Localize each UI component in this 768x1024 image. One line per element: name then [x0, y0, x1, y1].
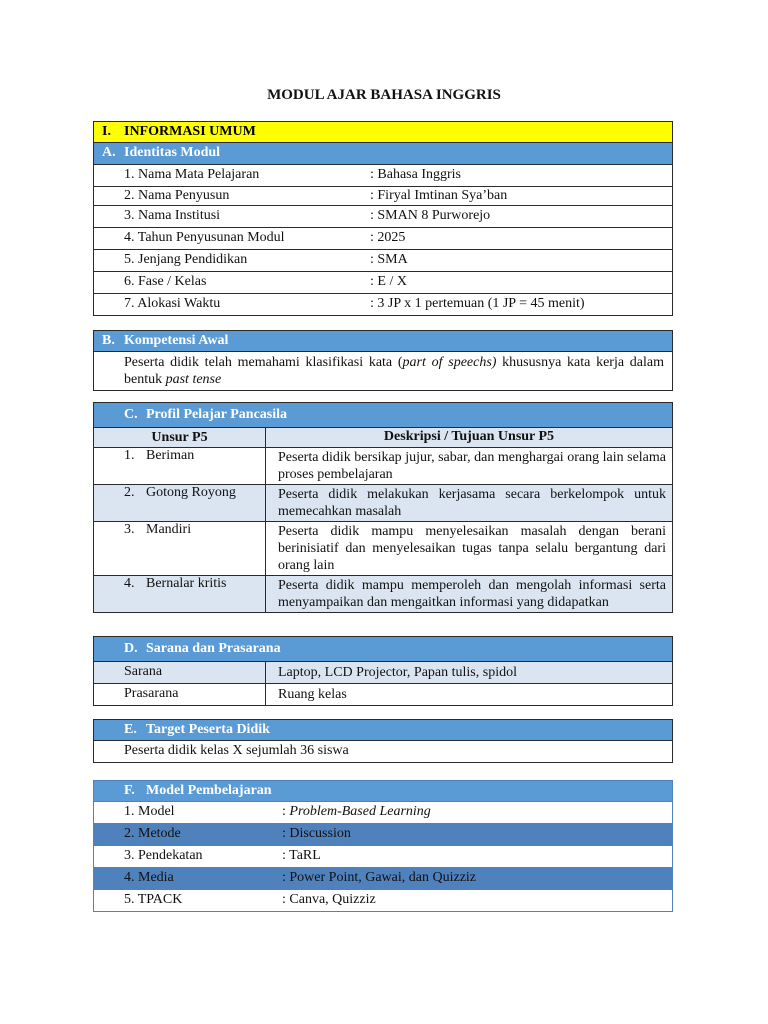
- table-row: [93, 272, 673, 294]
- row-number: 1.: [124, 448, 135, 463]
- value-text: TaRL: [289, 848, 321, 863]
- model-pembelajaran-table: [93, 780, 673, 912]
- value-text: Discussion: [289, 826, 351, 841]
- row-value: : 3 JP x 1 pertemuan (1 JP = 45 menit): [370, 296, 585, 311]
- table-row: [93, 522, 673, 576]
- section-number: E.: [124, 722, 137, 737]
- table-row: [93, 206, 673, 228]
- row-key: 5. TPACK: [124, 892, 183, 907]
- table-row: [93, 846, 673, 868]
- table-row: [93, 187, 673, 206]
- deskripsi-cell: Peserta didik mampu menyelesaikan masalah dengan berani berinisiatif dan menyelesaikan tugas tanpa selalu bergantung dari orang lain: [278, 524, 666, 573]
- document-title: MODUL AJAR BAHASA INGGRIS: [267, 87, 501, 103]
- value-prefix: :: [282, 804, 290, 819]
- section-number: F.: [124, 783, 135, 798]
- row-value: : Bahasa Inggris: [370, 167, 461, 182]
- row-number: 3.: [124, 522, 135, 537]
- table-row: [93, 250, 673, 272]
- section-label: Target Peserta Didik: [146, 722, 270, 737]
- section-target-peserta: [93, 719, 673, 741]
- table-row: [93, 824, 673, 846]
- sarana-prasarana-table: [93, 636, 673, 706]
- table-header-row: [93, 428, 673, 448]
- row-key: 1. Model: [124, 804, 175, 819]
- identitas-modul-table: [93, 121, 673, 316]
- profil-pelajar-table: [93, 402, 673, 613]
- table-row: [93, 576, 673, 613]
- row-key: 2. Metode: [124, 826, 181, 841]
- row-value: : SMA: [370, 252, 408, 267]
- row-value: : 2025: [370, 230, 406, 245]
- unsur-label: Beriman: [146, 448, 195, 463]
- table-row: [93, 662, 673, 684]
- column-header-unsur: Unsur P5: [94, 428, 266, 447]
- section-label: Kompetensi Awal: [124, 333, 229, 348]
- value-italic: Problem-Based Learning: [289, 804, 431, 819]
- row-key: 4. Media: [124, 870, 174, 885]
- text-segment-italic: part of speechs): [402, 355, 497, 370]
- table-row: [93, 165, 673, 187]
- table-row: [93, 485, 673, 522]
- deskripsi-cell: Peserta didik mampu memperoleh dan mengolah informasi serta menyampaikan dan mengaitkan informasi yang didapatkan: [278, 578, 666, 610]
- row-value: [282, 868, 476, 888]
- row-value: : E / X: [370, 274, 407, 289]
- section-label: Identitas Modul: [124, 145, 221, 160]
- value-text: Canva, Quizziz: [289, 892, 376, 907]
- section-number: D.: [124, 641, 138, 656]
- value-prefix: :: [282, 870, 290, 885]
- table-row: [93, 802, 673, 824]
- section-model-pembelajaran: [93, 780, 673, 802]
- value-prefix: :: [282, 892, 290, 907]
- row-value: : SMAN 8 Purworejo: [370, 208, 491, 223]
- table-row: [93, 448, 673, 485]
- row-number: 4.: [124, 576, 135, 591]
- target-peserta-table: [93, 719, 673, 763]
- section-number: C.: [124, 407, 138, 422]
- row-key: 6. Fase / Kelas: [124, 274, 207, 289]
- row-value: [282, 846, 321, 866]
- section-label: Profil Pelajar Pancasila: [146, 407, 288, 422]
- sarana-label: Sarana: [94, 662, 266, 683]
- row-key: 1. Nama Mata Pelajaran: [124, 167, 260, 182]
- section-sarana-prasarana: [93, 636, 673, 662]
- kompetensi-awal-table: [93, 330, 673, 391]
- table-row: [93, 294, 673, 316]
- row-key: 7. Alokasi Waktu: [124, 296, 221, 311]
- row-key: 3. Pendekatan: [124, 848, 203, 863]
- row-key: 4. Tahun Penyusunan Modul: [124, 230, 285, 245]
- text-segment: khususnya kata kerja dalam bentuk: [124, 355, 664, 387]
- text-segment-italic: past tense: [165, 372, 222, 387]
- section-identitas-modul: [93, 143, 673, 165]
- unsur-cell: [94, 576, 266, 612]
- target-peserta-text: Peserta didik kelas X sejumlah 36 siswa: [124, 743, 349, 758]
- section-number: B.: [102, 333, 115, 348]
- value-prefix: :: [282, 826, 290, 841]
- value-text: Power Point, Gawai, dan Quizziz: [289, 870, 477, 885]
- deskripsi-cell: Peserta didik bersikap jujur, sabar, dan menghargai orang lain selama proses pembelajaran: [278, 450, 666, 482]
- row-value: : Firyal Imtinan Sya’ban: [370, 188, 508, 203]
- unsur-label: Gotong Royong: [146, 485, 236, 500]
- section-kompetensi-awal: [93, 330, 673, 352]
- section-informasi-umum: [93, 121, 673, 143]
- section-number: I.: [102, 124, 111, 139]
- section-label: Model Pembelajaran: [146, 783, 272, 798]
- table-row: [93, 228, 673, 250]
- row-value: [282, 824, 351, 844]
- row-number: 2.: [124, 485, 135, 500]
- prasarana-label: Prasarana: [94, 684, 266, 705]
- text-segment: Peserta didik telah memahami klasifikasi kata (: [124, 355, 403, 370]
- table-row: [93, 868, 673, 890]
- deskripsi-cell: Peserta didik melakukan kerjasama secara berkelompok untuk memecahkan masalah: [278, 487, 666, 519]
- value-prefix: :: [282, 848, 290, 863]
- prasarana-value: Ruang kelas: [278, 687, 347, 702]
- row-key: 5. Jenjang Pendidikan: [124, 252, 248, 267]
- row-key: 2. Nama Penyusun: [124, 188, 230, 203]
- unsur-cell: [94, 522, 266, 575]
- row-key: 3. Nama Institusi: [124, 208, 221, 223]
- section-profil-pelajar: [93, 402, 673, 428]
- unsur-label: Bernalar kritis: [146, 576, 227, 591]
- target-peserta-text-row: [93, 741, 673, 763]
- sarana-value: Laptop, LCD Projector, Papan tulis, spidol: [278, 665, 517, 680]
- section-label: Sarana dan Prasarana: [146, 641, 281, 656]
- table-row: [93, 890, 673, 912]
- section-label: INFORMASI UMUM: [124, 124, 256, 139]
- table-row: [93, 684, 673, 706]
- unsur-cell: [94, 448, 266, 484]
- column-header-deskripsi: Deskripsi / Tujuan Unsur P5: [383, 429, 555, 444]
- kompetensi-awal-text: [93, 352, 673, 391]
- section-number: A.: [102, 145, 116, 160]
- row-value: [282, 890, 376, 910]
- unsur-label: Mandiri: [146, 522, 192, 537]
- row-value: [282, 802, 431, 822]
- unsur-cell: [94, 485, 266, 521]
